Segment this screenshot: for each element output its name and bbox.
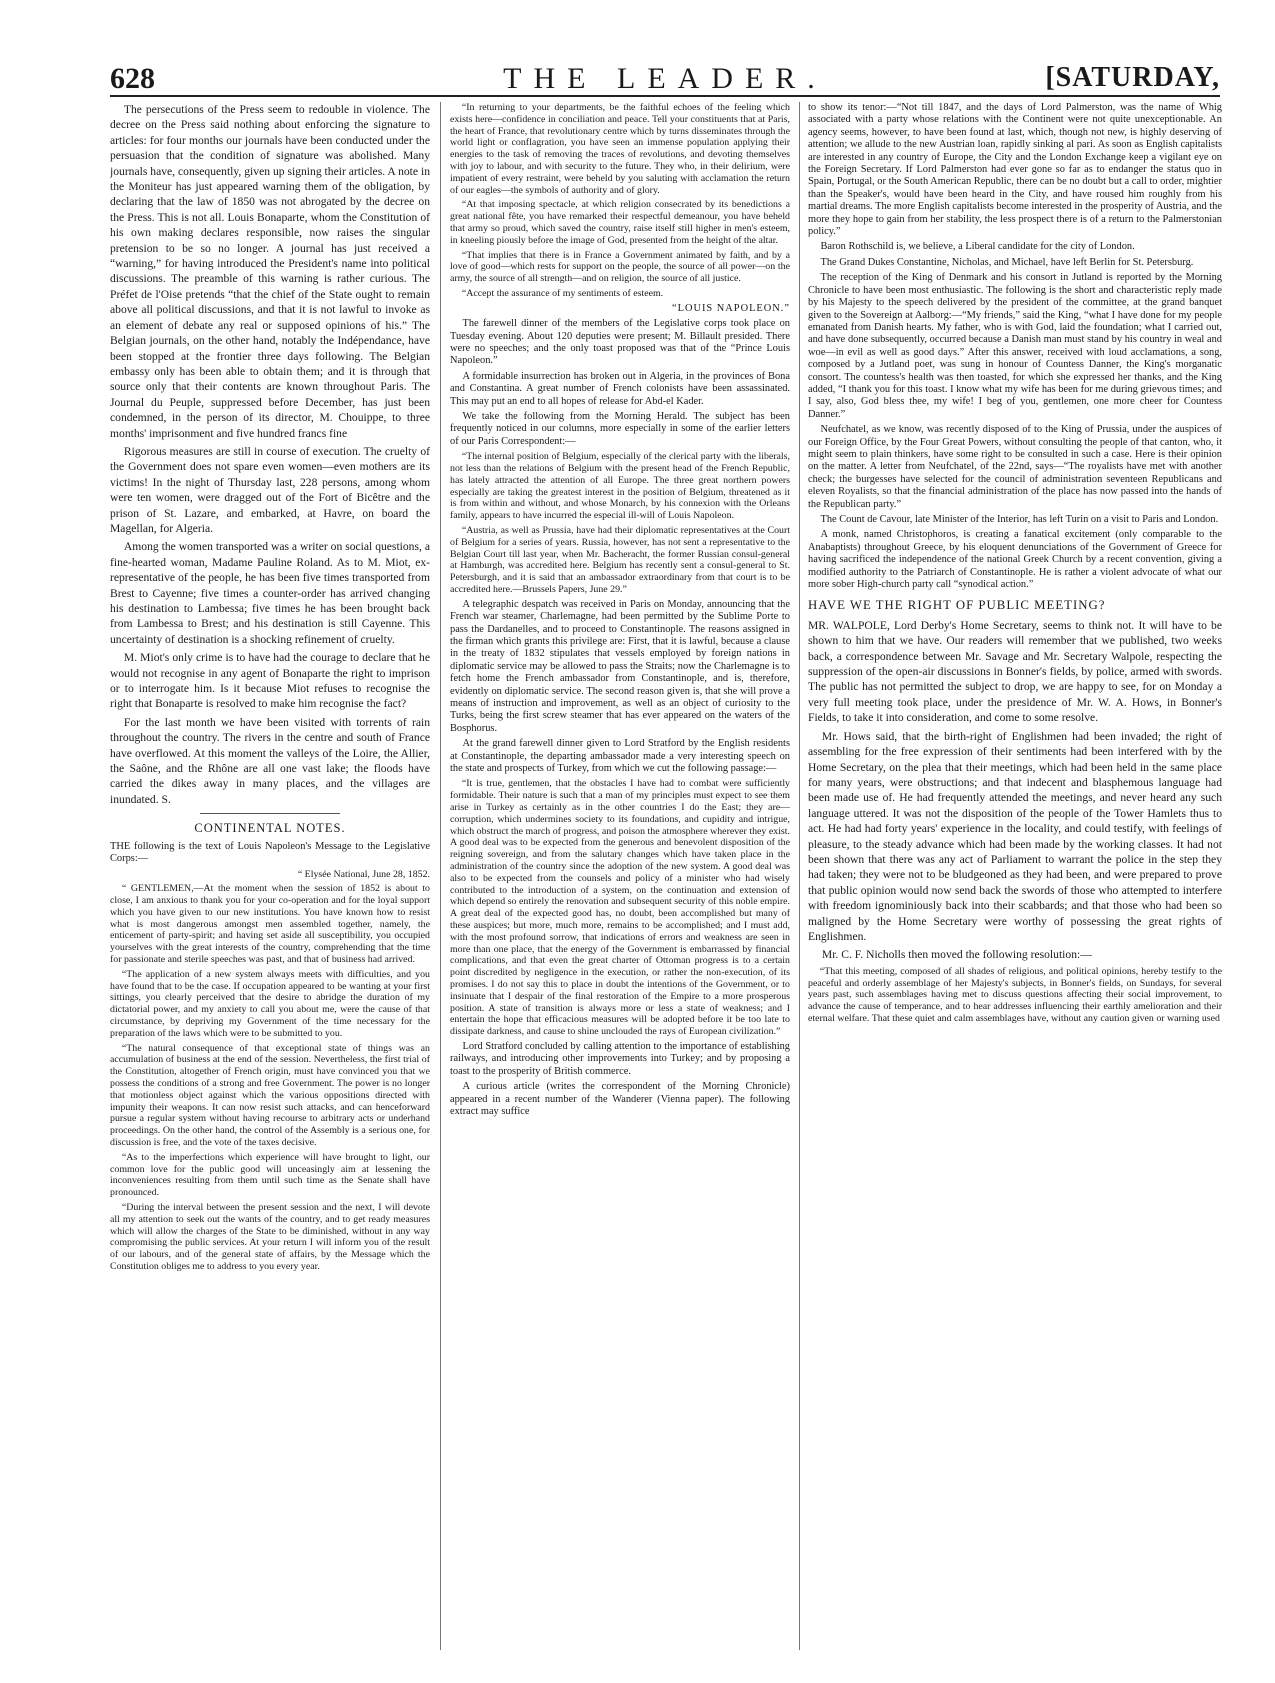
paris-letter — [110, 102, 430, 807]
page-number: 628 — [110, 62, 155, 95]
column-divider — [799, 102, 800, 1650]
quoted-paragraph: “ GENTLEMEN,—At the moment when the session of 1852 is about to close, I am anxious to thank you for your co-operation and for the loyal support which you have given to our new institutions. You have known how to resist what is most dangerous amongst men assembled together, namely, the enticement of party-spirit; and having set aside all susceptibility, you occupied yourselves with the great interests of the country, comprehending that the time for passionate and sterile speeches was past, and that of business had arrived. — [110, 883, 430, 966]
article-paragraph: Lord Stratford concluded by calling attention to the importance of establishing railways, and introducing other improvements into Turkey; and by proposing a toast to the prosperity of British commerce. — [450, 1041, 790, 1077]
article-paragraph: Mr. Hows said, that the birth-right of Englishmen had been invaded; the right of assembling for the free expression of their sentiments had been interfered with by the Home Secretary, on the plea that their meetings, which had been held in the same place for many years, were obstructions; and that indecent and blasphemous language had been made use of. He had frequently attended the meetings, and never heard any such language uttered. It was not the disposition of the people of the Tower Hamlets thus to act. He had had forty years' experience in the locality, and could testify, with feelings of pleasure, to the steady advance which had been made by the working classes. It had not been shown that there was any act of Parliament to warrant the police in the step they had taken; they were not to be bludgeoned as they had been, and were prepared to prove that public opinion would now send back the swords of those who attempted to interfere with freedom ignominiously back into their scabbards; and that those who had been so maligned by the Home Secretary were worthy of possessing the great rights of Englishmen. — [808, 729, 1222, 943]
article-paragraph: A monk, named Christophoros, is creating a fanatical excitement (only comparable to the Anabaptists) throughout Greece, by his eloquent denunciations of the Government of Greece for having sacrificed the independence of the national Greek Church by a recent convention, giving a modified authority to the Patriarch of Constantinople. He is rather a violent advocate of what our more sober High-church party call “synodical action.” — [808, 529, 1222, 591]
article-paragraph: The farewell dinner of the members of the Legislative corps took place on Tuesday evening. About 120 deputies were present; M. Billault presided. There were no speeches; and the only toast proposed was that of the “Prince Louis Napoleon.” — [450, 318, 790, 367]
article-paragraph: A curious article (writes the correspondent of the Morning Chronicle) appeared in a recent number of the Wanderer (Vienna paper). The following extract may suffice — [450, 1081, 790, 1118]
article-paragraph: The persecutions of the Press seem to redouble in violence. The decree on the Press said nothing about enforcing the signature to articles: for four months our journals have been conducted under the persuasion that the condition of signature was abolished. Many journals have, consequently, given up signing their articles. A note in the Moniteur has just appeared warning them of the obligation, by declaring that the law of 1850 was not abrogated by the decree on the Press. This is not all. Louis Bonaparte, whom the Constitution of his own making declares responsible, now raises the singular pretension to be so no longer. A journal has just received a “warning,” for having introduced the President's name into political discussions. The preamble of this warning is rather curious. The Préfet de l'Oise pretends “that the chief of the State ought to remain above all political discussions, and that it is not lawful to invoke as an element of debate any real or supposed opinions of his.” The Belgian journals, on the other hand, notably the Indépendance, have been stopped at the frontier three days following. The Belgian embassy only has been able to obtain them; and it is through that source only that their contents are known throughout Paris. The Journal du Peuple, suppressed before December, has just been condemned, in the person of its director, M. Chouippe, to three months' imprisonment and five hundred francs fine — [110, 103, 430, 440]
article-paragraph: The Grand Dukes Constantine, Nicholas, and Michael, have left Berlin for St. Petersburg. — [820, 256, 1194, 268]
article-paragraph: Rigorous measures are still in course of execution. The cruelty of the Government does not spare even women—even mothers are its victims! In the night of Thursday last, 228 persons, among whom were ten women, were dragged out of the Fort of Bicêtre and the prison of St. Lazare, and embarked, at Havre, on board the Magellan, for Algeria. — [110, 444, 430, 535]
issue-day: [SATURDAY, — [1045, 62, 1220, 93]
public-meeting-article — [808, 618, 1222, 963]
section-heading-continental-notes: CONTINENTAL NOTES. — [194, 821, 346, 836]
quoted-paragraph: “In returning to your departments, be the faithful echoes of the feeling which exists here—confidence in conciliation and peace. Tell your constituents that at Paris, the heart of France, that revolutionary centre which by turns disseminates through the world light or conflagration, you have seen an immense population applying their energies to the task of removing the traces of revolutions, and devoting themselves with joy to labour, and with security to the future. They who, in their delirium, were impatient of every restraint, were beheld by you saluting with acclamation the return of our eagles—the symbols of authority and of glory. — [450, 102, 790, 196]
article-paragraph: The reception of the King of Denmark and his consort in Jutland is reported by the Morning Chronicle to have been most enthusiastic. The following is the short and characteristic reply made by his Majesty to the speech delivered by the president of the committee, at the grand banquet given to the Sovereign at Aalborg:—“My friends,” said the King, “what I have done for my people emanated from Danish hearts. My father, who is with God, laid the foundation; what I carried out, and have done subsequently, occurred because a Danish man must stand by his country in weal and woe—in evil as well as good days.” After this answer, received with loud acclamations, a song, composed by a Jutland poet, was sung in honour of Countess Danner, the King's morganatic consort. The countess's health was then toasted, for which she expressed her thanks, and the King added, “I thank you for this toast. I know what my wife has been for me during grievous times; and I say, also, God bless thee, my wife! I beg of you, gentlemen, one more cheer for Countess Danner.” — [808, 272, 1222, 420]
section-rule — [200, 813, 340, 814]
quoted-paragraph: “The application of a new system always meets with difficulties, and you have found that to be the case. If occupation appeared to be wanting at your first sittings, you clearly perceived that the desire to abridge the duration of my dictatorial power, and my anxiety to call you about me, were the cause of that circumstance, by depriving my Government of the time necessary for the preparation of the laws which were to be submitted to you. — [110, 968, 430, 1039]
section-heading-public-meeting: HAVE WE THE RIGHT OF PUBLIC MEETING? — [808, 598, 1106, 613]
article-paragraph: We take the following from the Morning Herald. The subject has been frequently noticed in our columns, more especially in some of the earlier letters of our Paris Correspondent:— — [450, 411, 790, 447]
article-paragraph: MR. WALPOLE, Lord Derby's Home Secretary, seems to think not. It will have to be shown to him that we have. Our readers will remember that we published, two weeks back, a correspondence between Mr. Savage and Mr. Secretary Walpole, respecting the suppression of the open-air discussions in Bonner's fields, by police, armed with swords. The public has not permitted the subject to drop, we are happy to see, for on Monday a very full meeting took place, under the presidence of Mr. W. A. Hows, in Bonner's Fields, to take it into consideration, and come to some resolve. — [808, 618, 1222, 725]
quoted-paragraph: “That implies that there is in France a Government animated by faith, and by a love of good—which rests for support on the people, the source of all power—on the army, the source of all strength—and on religion, the source of all justice. — [450, 249, 790, 285]
article-intro: THE following is the text of Louis Napoleon's Message to the Legislative Corps:— — [110, 840, 430, 865]
dateline: “ Elysée National, June 28, 1852. — [297, 868, 430, 880]
article-paragraph: A telegraphic despatch was received in Paris on Monday, announcing that the French war steamer, Charlemagne, had been permitted by the Sublime Porte to pass the Dardanelles, and to proceed to Constantinople. The reasons assigned in the firman which grants this privilege are: First, that it is lawful, because a clause in the treaty of 1832 stipulates that vessels employed by foreign nations in diplomatic service may be allowed to pass the Straits; now the Charlemagne is to fetch home the French ambassador from Constantinople, and is, therefore, evidently on diplomatic service. The second reason given is, that she will prove a means of instruction and improvement, as well as an object of curiosity to the Turks, being the first screw steamer that has ever appeared on the waters of the Bosphorus. — [450, 598, 790, 734]
quoted-paragraph: “Austria, as well as Prussia, have had their diplomatic representatives at the Court of Belgium for a series of years. Russia, however, has not sent a representative to the Belgian Court till last year, when Mr. Bacheracht, the former Russian consul-general at Hamburgh, was accredited here. Belgium has recently sent a consul-general to St. Petersburgh, and it is said that an ambassador extraordinary from that court is to be accredited here.—Brussels Papers, June 29.” — [450, 525, 790, 595]
article-paragraph: At the grand farewell dinner given to Lord Stratford by the English residents at Constantinople, the departing ambassador made a very interesting speech on the state and prospects of Turkey, from which we cut the following passage:— — [450, 738, 790, 775]
quoted-paragraph: “It is true, gentlemen, that the obstacles I have had to combat were sufficiently formidable. Their nature is such that a man of my principles must expect to see them arise in Turkey as certainly as in the other countries I do the East; they are—corruption, which undermines society to its foundations, and cupidity and intrigue, which obstruct the march of progress, and poison the atmosphere wherever they exist. A good deal was to be expected from the generous and benevolent disposition of the reigning sovereign, and from the salutary changes which have taken place in the administration of the country since the adoption of the new system. A good deal was also to be expected from the counsels and policy of a minister who had wisely contributed to the introduction of a system, on the continuation and extension of which depend so entirely the renovation and subsequent security of this noble empire. A great deal of the expected good has, no doubt, been accomplished but many of these auspices; but more, much more, remains to be accomplished; and I must add, with the most profound sorrow, that indications of errors and weakness are seen in more than one place, that the energy of the Government is embarrassed by financial complications, and that even the great charter of Ottoman progress is to a certain point discredited by negligence in the execution, or rather the non-execution, of its promises. I do not say this to place in doubt the intentions of the Government, or to insinuate that I despair of the final restoration of the Empire to a more prosperous position. A state of transition is always more or less a state of weakness; and I entertain the hope that efficacious measures will be adopted before it be too late to dissipate darkness, and cause to shine unclouded the rays of European civilization.” — [450, 778, 790, 1038]
newspaper-title: THE LEADER. — [503, 62, 827, 95]
article-paragraph: Neufchatel, as we know, was recently disposed of to the King of Prussia, under the auspices of our Foreign Office, by the Four Great Powers, without consulting the people of that canton, who, it might seem to plain thinkers, have some right to be consulted in such a case. Here is their opinion on the matter. A letter from Neufchatel, of the 22nd, says—“The royalists have met with another check; the burgesses have selected for the council of administration seventeen Republicans and eleven Royalists, so that the financial administration of the place has now passed into the hands of the Republican party.” — [808, 424, 1222, 510]
signature: “LOUIS NAPOLEON.” — [671, 302, 790, 314]
quoted-paragraph: “During the interval between the present session and the next, I will devote all my attention to seek out the wants of the country, and to get ready measures which will allow the charges of the State to be diminished, without in any way compromising the public services. At your return I will inform you of the result of our labours, and of the general state of affairs, by the Message which the Constitution obliges me to address to you every year. — [110, 1202, 430, 1272]
article-paragraph: Among the women transported was a writer on social questions, a fine-hearted woman, Madame Pauline Roland. As to M. Miot, ex-representative of the people, he has been five times transported from Brest to Cayenne; five times a counter-order has arrived changing his destination to Lambessa; five times he has been brought back from Lambessa to Brest; and his destination is still Cayenne. This uncertainty of destination is a shocking refinement of cruelty. — [110, 540, 430, 646]
quoted-paragraph: “Accept the assurance of my sentiments of esteem. — [461, 287, 664, 299]
column-right — [808, 102, 1222, 1650]
quoted-paragraph: “As to the imperfections which experience will have brought to light, our common love for the public good will unceasingly aim at lessening the inconveniences resulting from them until such time as the Senate shall have pronounced. — [110, 1151, 430, 1199]
column-middle — [450, 102, 790, 1650]
article-paragraph: Mr. C. F. Nicholls then moved the following resolution:— — [821, 948, 1092, 962]
article-paragraph: The Count de Cavour, late Minister of the Interior, has left Turin on a visit to Paris and London. — [820, 514, 1219, 525]
quoted-paragraph: “At that imposing spectacle, at which religion consecrated by its benedictions a great national fête, you have remarked their respectful demeanour, you have beheld that army so proud, which saved the country, raise itself still higher in men's esteem, in kneeling piously before the image of God, presented from the height of the altar. — [450, 199, 790, 246]
quoted-paragraph: “The internal position of Belgium, especially of the clerical party with the liberals, not less than the relations of Belgium with the present head of the French Republic, has lately attracted the attention of all Europe. The three great northern powers especially are taking the greatest interest in the position of Belgium, threatened as it is from within and without, and whose Monarch, by his connexion with the Orleans family, appears to have incurred the especial ill-will of Louis Napoleon. — [450, 451, 790, 522]
article-paragraph: For the last month we have been visited with torrents of rain throughout the country. The rivers in the centre and south of France have overflowed. At this moment the valleys of the Loire, the Allier, the Saône, and the Rhône are all one vast lake; the floods have carried the dikes away in many places, and the villages are inundated. S. — [110, 715, 430, 806]
article-paragraph: M. Miot's only crime is to have had the courage to declare that he would not recognise in any agent of Bonaparte the right to imprison or to interrogate him. Is it because Miot refuses to recognise the right that Bonaparte is resolved to make him recognise the fact? — [110, 651, 430, 711]
article-paragraph: to show its tenor:—“Not till 1847, and the days of Lord Palmerston, was the name of Whig associated with a party whose relations with the Continent were not quite unexceptionable. An agency seems, however, to have been found at last, which, though not new, is highly deserving of attention; we allude to the new Austrian loan, rapidly sinking al pari. As soon as English capitalists are interested in any country of Europe, the City and the London Exchange keep a vigilant eye on the Foreign Secretary. If Lord Palmerston had ever gone so far as to endanger the status quo in Spain, Portugal, or the South American Republic, there can be no doubt but a call to order, mightier than the Speaker's, would have been heard in the City, and have roused him roughly from his martial dreams. The more English capitalists become interested in the prosperity of Austria, and the more they hope to gain from her stability, the less prospect there is of a return to the Palmerstonian policy.” — [808, 102, 1222, 238]
quoted-paragraph: “That this meeting, composed of all shades of religious, and political opinions, hereby testify to the peaceful and orderly assemblage of her Majesty's subjects, in Bonner's fields, on Sundays, for several years past, such assemblages having met to discuss questions affecting their social improvement, to advance the cause of temperance, and to hear addresses influencing their earthly amelioration and their eternal welfare. That these quiet and calm assemblages have, without any caution given or warning used — [808, 965, 1222, 1024]
article-paragraph: A formidable insurrection has broken out in Algeria, in the provinces of Bona and Constantina. A great number of French colonists have been assassinated. This may put an end to all hopes of release for Abd-el Kader. — [450, 370, 790, 407]
article-paragraph: Baron Rothschild is, we believe, a Liberal candidate for the city of London. — [820, 241, 1135, 253]
column-left — [110, 102, 430, 1650]
quoted-paragraph: “The natural consequence of that exceptional state of things was an accumulation of business at the end of the session. Nevertheless, the first trial of the Constitution, altogether of French origin, must have convinced you that we possess the conditions of a strong and free Government. The power is no longer that motionless object against which the various oppositions directed with impunity their weapons. It can now resist such attacks, and can henceforward pursue a regular system without having recourse to arbitrary acts or underhand proceedings. On the other hand, the control of the Assembly is a serious one, for discussion is free, and the vote of the taxes decisive. — [110, 1042, 430, 1149]
column-divider — [440, 102, 441, 1650]
header-rule — [110, 95, 1220, 97]
